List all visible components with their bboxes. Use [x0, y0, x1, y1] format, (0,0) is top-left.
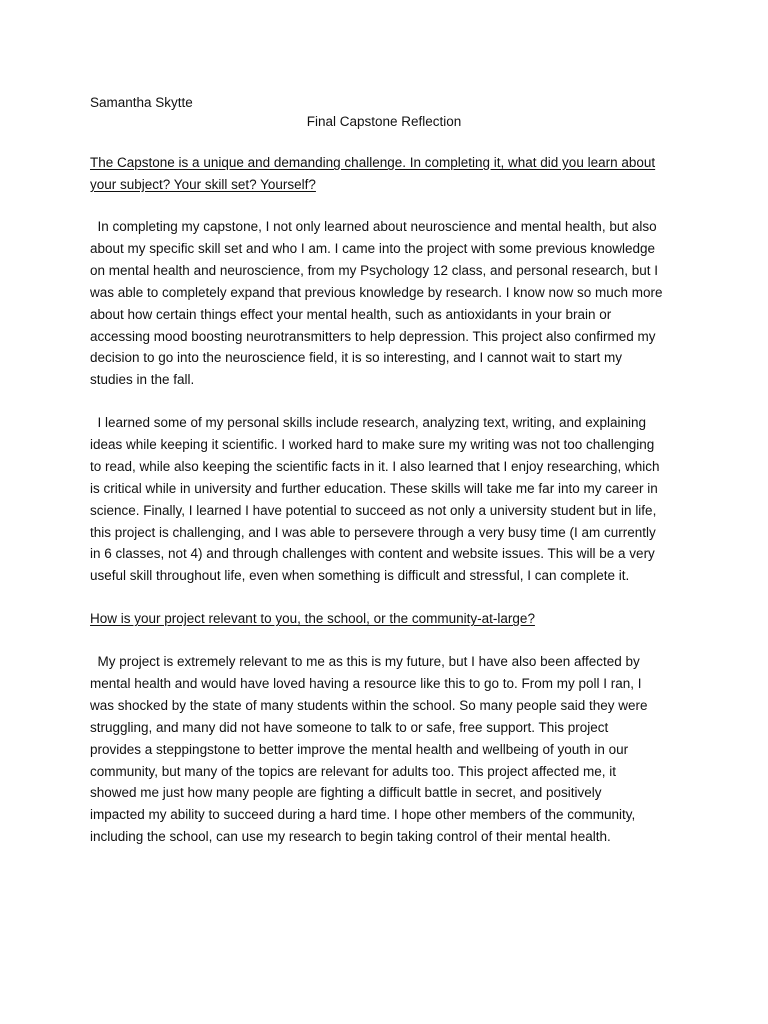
- paragraph-2-line: this project is challenging, and I was able to persevere through a very busy time (I am currently: [90, 524, 656, 540]
- paragraph-1-line: was able to completely expand that previous knowledge by research. I know now so much more: [90, 284, 663, 300]
- question-1-line: The Capstone is a unique and demanding challenge. In completing it, what did you learn about: [90, 155, 656, 170]
- paragraph-1-line: about my specific skill set and who I am. I came into the project with some previous knowledge: [90, 240, 656, 256]
- paragraph-1-line: studies in the fall.: [90, 372, 195, 388]
- paragraph-3-line: impacted my ability to succeed during a hard time. I hope other members of the community,: [90, 807, 636, 823]
- document-title: Final Capstone Reflection: [306, 114, 462, 129]
- paragraph-3-line: was shocked by the state of many students within the school. So many people said they were: [90, 697, 648, 713]
- question-1-line: your subject? Your skill set? Yourself?: [90, 176, 316, 192]
- paragraph-2-line: in 6 classes, not 4) and through challenges with content and website issues. This will be a very: [90, 546, 655, 562]
- paragraph-3-line: struggling, and many did not have someone to talk to or safe, free support. This project: [90, 719, 609, 735]
- paragraph-3-line: community, but many of the topics are relevant for adults too. This project affected me, it: [90, 763, 617, 779]
- paragraph-2-line: to read, while also keeping the scientific facts in it. I also learned that I enjoy researching, which: [90, 458, 660, 474]
- paragraph-3-line: mental health and would have loved having a resource like this to go to. From my poll I ran, I: [90, 675, 642, 691]
- paragraph-3-line: including the school, can use my research to begin taking control of their mental health.: [90, 829, 611, 845]
- paragraph-1-line: on mental health and neuroscience, from my Psychology 12 class, and personal research, but I: [90, 262, 659, 278]
- author-name: Samantha Skytte: [90, 95, 193, 110]
- paragraph-2-line: science. Finally, I learned I have potential to succeed as not only a university student but in life,: [90, 502, 657, 518]
- paragraph-1: [90, 216, 682, 391]
- paragraph-3-line: showed me just how many people are fighting a difficult battle in secret, and positively: [90, 785, 602, 801]
- paragraph-2: [90, 412, 682, 587]
- question-2: [90, 608, 682, 630]
- paragraph-3: [90, 651, 682, 848]
- paragraph-2-line: I learned some of my personal skills include research, analyzing text, writing, and explaining: [90, 415, 647, 430]
- paragraph-1-line: In completing my capstone, I not only learned about neuroscience and mental health, but also: [90, 219, 657, 234]
- paragraph-1-line: about how certain things effect your mental health, such as antioxidants in your brain or: [90, 306, 612, 322]
- paragraph-3-line: My project is extremely relevant to me as this is my future, but I have also been affected by: [90, 654, 640, 669]
- paragraph-1-line: accessing mood boosting neurotransmitters to help depression. This project also confirmed my: [90, 328, 656, 344]
- question-2-line: How is your project relevant to you, the school, or the community-at-large?: [90, 611, 535, 626]
- paragraph-2-line: ideas while keeping it scientific. I worked hard to make sure my writing was not too challenging: [90, 436, 655, 452]
- question-1: [90, 152, 682, 196]
- paragraph-2-line: is critical while in university and further education. These skills will take me far into my career in: [90, 480, 658, 496]
- paragraph-3-line: provides a steppingstone to better improve the mental health and wellbeing of youth in our: [90, 741, 629, 757]
- paragraph-2-line: useful skill throughout life, even when something is difficult and stressful, I can complete it.: [90, 568, 630, 584]
- paragraph-1-line: decision to go into the neuroscience field, it is so interesting, and I cannot wait to start my: [90, 350, 623, 366]
